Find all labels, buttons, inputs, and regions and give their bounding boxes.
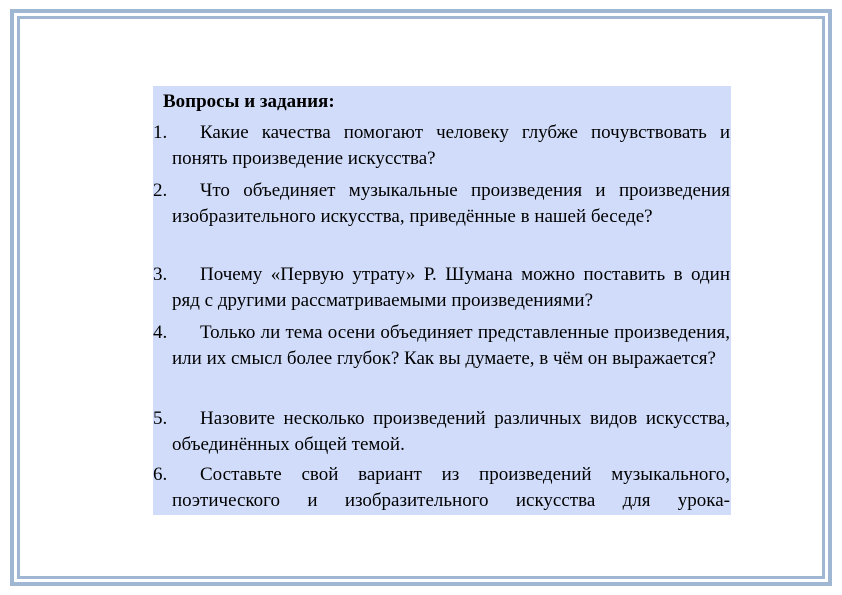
question-text: Назовите несколько произведений различных видов искусства, объединённых общей темой. <box>172 408 730 455</box>
question-number: 5. <box>153 408 168 429</box>
question-number: 2. <box>153 180 168 201</box>
questions-heading: Вопросы и задания: <box>163 91 335 112</box>
questions-panel <box>153 86 731 515</box>
question-text: Составьте свой вариант из произведений музыкального, поэтического и изобразительного искусства для урока- <box>172 464 730 511</box>
question-number: 3. <box>153 264 168 285</box>
question-text: Только ли тема осени объединяет представленные произведения, или их смысл более глубок? Как вы думаете, в чём он выражается? <box>172 322 730 369</box>
question-text: Почему «Первую утрату» Р. Шумана можно поставить в один ряд с другими рассматриваемыми произведениями? <box>172 264 730 311</box>
question-number: 4. <box>153 322 168 343</box>
question-number: 1. <box>153 122 168 143</box>
question-text: Что объединяет музыкальные произведения и произведения изобразительного искусства, приведённые в нашей беседе? <box>172 180 730 227</box>
question-number: 6. <box>153 464 168 485</box>
question-text: Какие качества помогают человеку глубже почувствовать и понять произведение искусства? <box>172 122 730 169</box>
